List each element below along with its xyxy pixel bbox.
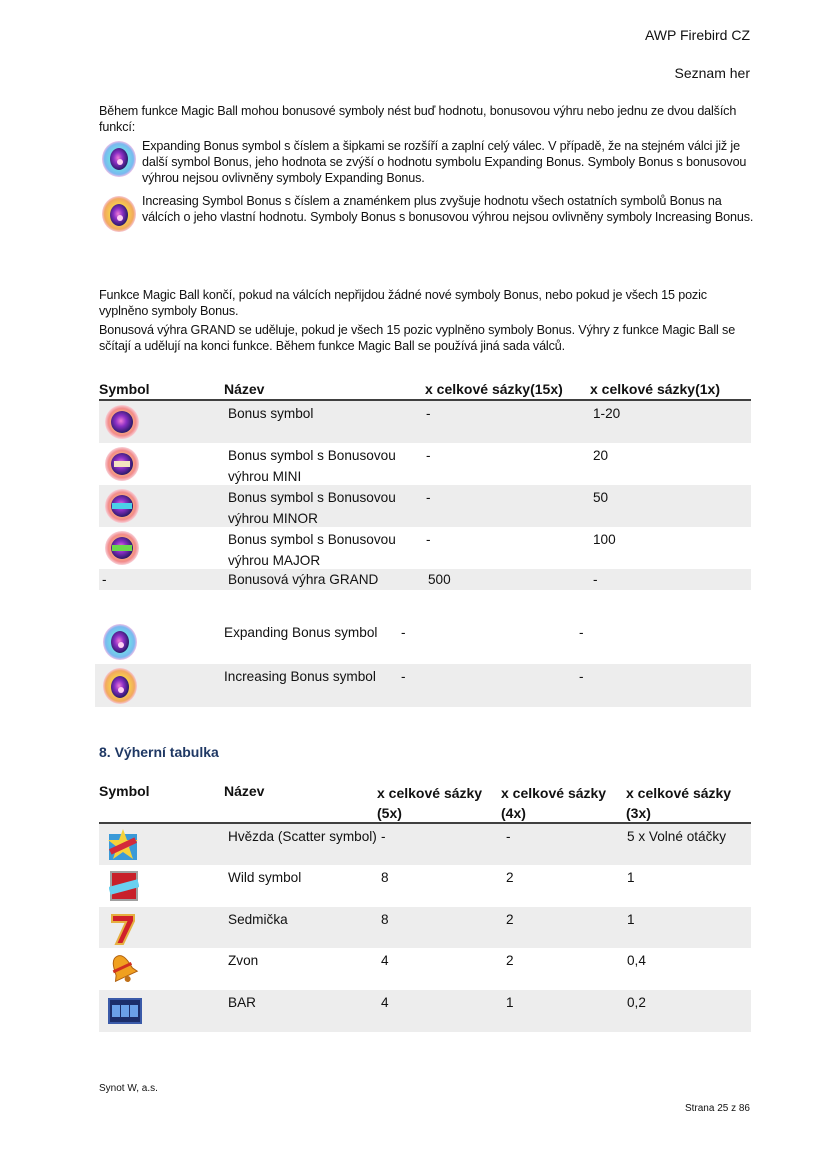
- paytable-header-5x: x celkové sázky (5x): [377, 785, 483, 821]
- paytable-row-4x: 2: [506, 870, 514, 885]
- bonus-minor-icon: [104, 488, 140, 524]
- paytable-row-5x: 8: [381, 870, 389, 885]
- paytable-row-5x: 4: [381, 995, 389, 1010]
- paytable-header-symbol: Symbol: [99, 783, 150, 799]
- bonus-row-1x: 20: [593, 448, 609, 463]
- bonus-row-15x: -: [426, 532, 431, 547]
- bonus-row-symbol: -: [102, 572, 107, 587]
- feature-increasing-text: Increasing Symbol Bonus s číslem a znaménkem plus zvyšuje hodnotu všech ostatních symbolů Bonus na válcích o jeho vlastní hodnotu. Symboly Bonus s bonusovou výhrou nejsou ovlivněny symboly Increasing Bonus.: [142, 194, 754, 224]
- expanding-bonus-icon: [102, 623, 138, 661]
- paytable-row-name: Hvězda (Scatter symbol): [228, 829, 377, 844]
- bonus-major-icon: [104, 530, 140, 566]
- document-title: AWP Firebird CZ: [644, 27, 750, 43]
- seven-icon: [109, 912, 137, 946]
- paytable-row-4x: -: [506, 829, 511, 844]
- table-row: [99, 948, 751, 989]
- paytable-row-4x: 1: [506, 995, 514, 1010]
- bonus-row-15x: -: [426, 448, 431, 463]
- paytable-row-3x: 1: [627, 912, 635, 927]
- increasing-bonus-icon: [102, 667, 138, 705]
- paytable-row-3x: 0,2: [627, 995, 646, 1010]
- table-row: [99, 401, 751, 443]
- bonus-table-header-1x: x celkové sázky(1x): [590, 381, 720, 397]
- feature-expanding-text: Expanding Bonus symbol s číslem a šipkami se rozšíří a zaplní celý válec. V případě, že na stejném válci již je další symbol Bonus, jeho hodnota se zvýší o hodnotu symbolu Expanding Bonus. Symboly Bonus s bonusovou výhrou nejsou ovlivněny symboly Expanding Bonus.: [142, 139, 747, 185]
- bar-icon: [108, 998, 142, 1024]
- extra-row-name: Expanding Bonus symbol: [224, 625, 378, 640]
- paytable-row-name: BAR: [228, 995, 256, 1010]
- footer-page-number: Strana 25 z 86: [684, 1103, 750, 1114]
- table-row: [99, 620, 751, 663]
- paytable-row-5x: -: [381, 829, 386, 844]
- paytable-row-name: Zvon: [228, 953, 259, 968]
- bonus-row-name: Bonus symbol s Bonusovou výhrou MINI: [228, 448, 396, 484]
- table-row: [99, 527, 751, 569]
- extra-row-1x: -: [579, 669, 584, 684]
- bonus-row-name: Bonusová výhra GRAND: [228, 572, 379, 587]
- paytable-row-3x: 0,4: [627, 953, 646, 968]
- paytable-row-4x: 2: [506, 953, 514, 968]
- bonus-row-15x: -: [426, 406, 431, 421]
- rules-end-condition: Funkce Magic Ball končí, pokud na válcích nepřijdou žádné nové symboly Bonus, nebo pokud je všech 15 pozic vyplněno symboly Bonus.: [99, 288, 707, 318]
- paytable-row-3x: 5 x Volné otáčky: [627, 829, 726, 844]
- paytable-row-3x: 1: [627, 870, 635, 885]
- expanding-bonus-icon: [101, 140, 137, 178]
- bell-icon: [107, 952, 139, 986]
- table-row: [95, 664, 751, 707]
- bonus-row-name: Bonus symbol: [228, 406, 314, 421]
- increasing-bonus-icon: [101, 195, 137, 233]
- bonus-row-name: Bonus symbol s Bonusovou výhrou MAJOR: [228, 532, 396, 568]
- bonus-row-15x: -: [426, 490, 431, 505]
- bonus-table-header-15x: x celkové sázky(15x): [425, 381, 563, 397]
- table-row: [99, 485, 751, 527]
- paytable-row-5x: 4: [381, 953, 389, 968]
- feature-expanding: [99, 138, 754, 186]
- paytable-row-4x: 2: [506, 912, 514, 927]
- table-row: [99, 990, 751, 1032]
- bonus-row-1x: 1-20: [593, 406, 621, 421]
- bonus-row-1x: 100: [593, 532, 616, 547]
- paytable-row-5x: 8: [381, 912, 389, 927]
- bonus-row-1x: -: [593, 572, 598, 587]
- paytable-row-name: Wild symbol: [228, 870, 302, 885]
- extra-row-1x: -: [579, 625, 584, 640]
- star-scatter-icon: [107, 828, 139, 862]
- table-row: [99, 865, 751, 906]
- extra-row-15x: -: [401, 669, 406, 684]
- bonus-table-header-symbol: Symbol: [99, 381, 150, 397]
- paytable-heading: 8. Výherní tabulka: [99, 744, 219, 760]
- extra-row-name: Increasing Bonus symbol: [224, 669, 376, 684]
- section-name: Seznam her: [674, 65, 750, 81]
- table-row: [99, 824, 751, 865]
- bonus-table-header-name: Název: [224, 381, 265, 397]
- bonus-mini-icon: [104, 446, 140, 482]
- extra-row-15x: -: [401, 625, 406, 640]
- rules-grand: Bonusová výhra GRAND se uděluje, pokud je všech 15 pozic vyplněno symboly Bonus. Výhry z funkce Magic Ball se sčítají a udělují na konci funkce. Během funkce Magic Ball se používá jiná sada válců.: [99, 323, 736, 353]
- intro-text: Během funkce Magic Ball mohou bonusové symboly nést buď hodnotu, bonusovou výhru nebo jednu ze dvou dalších funkcí:: [99, 104, 737, 134]
- paytable-header-3x: x celkové sázky (3x): [626, 785, 732, 821]
- paytable-header-name: Název: [224, 783, 265, 799]
- table-row: [99, 443, 751, 485]
- table-row: [99, 907, 751, 948]
- paytable-row-name: Sedmička: [228, 912, 288, 927]
- feature-increasing: [99, 193, 754, 225]
- bonus-symbol-icon: [104, 404, 140, 440]
- bonus-row-15x: 500: [428, 572, 451, 587]
- wild-icon: [109, 870, 139, 902]
- bonus-row-1x: 50: [593, 490, 609, 505]
- paytable-header-4x: x celkové sázky (4x): [501, 785, 607, 821]
- bonus-row-name: Bonus symbol s Bonusovou výhrou MINOR: [228, 490, 396, 526]
- table-row: [99, 569, 751, 590]
- footer-company: Synot W, a.s.: [99, 1083, 158, 1094]
